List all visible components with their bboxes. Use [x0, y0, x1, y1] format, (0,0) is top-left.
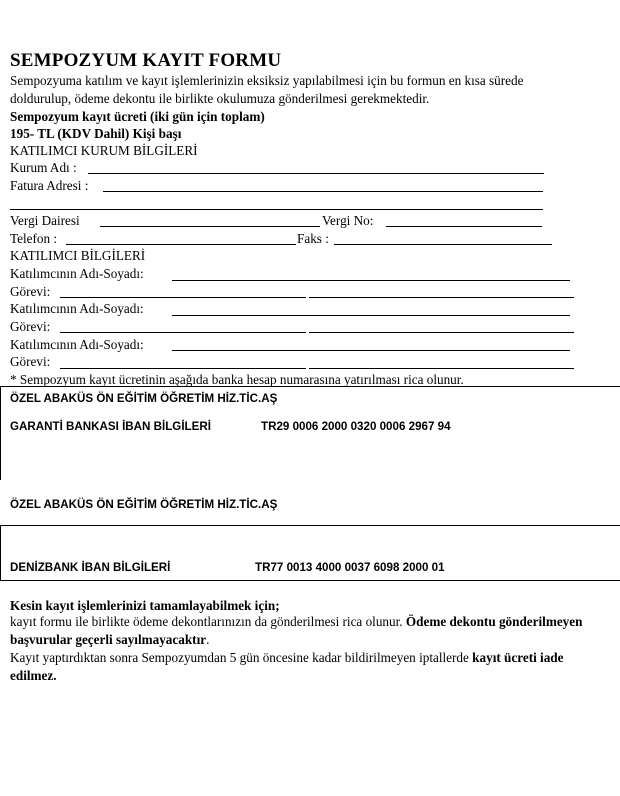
tax-no-label: Vergi No:: [322, 213, 374, 228]
footer-paragraph-1: [10, 613, 610, 649]
fee-value: 195- TL (KDV Dahil) Kişi başı: [10, 126, 182, 141]
participant-3-duty-field[interactable]: [60, 368, 306, 369]
footer-paragraph-2: [10, 649, 610, 685]
bank-note: * Sempozyum kayıt ücretinin aşağıda banka hesap numarasına yatırılması rica olunur.: [10, 372, 464, 387]
participant-1-duty-label: Görevi:: [10, 284, 51, 299]
invoice-address-field-2[interactable]: [10, 209, 543, 210]
institution-name-label: Kurum Adı :: [10, 160, 77, 175]
tax-no-field[interactable]: [386, 226, 542, 227]
invoice-address-field[interactable]: [103, 191, 543, 192]
participant-3-duty-field-2[interactable]: [309, 368, 574, 369]
bank-2-label: DENİZBANK İBAN BİLGİLERİ: [10, 561, 171, 574]
participant-1-name-label: Katılımcının Adı-Soyadı:: [10, 266, 144, 281]
form-title: SEMPOZYUM KAYIT FORMU: [10, 50, 282, 71]
footer-line1-normal: kayıt formu ile birlikte ödeme dekontlarınızın da gönderilmesi rica olunur.: [10, 614, 406, 629]
phone-field[interactable]: [66, 244, 296, 245]
fax-label: Faks :: [297, 231, 329, 246]
participant-3-name-field[interactable]: [172, 350, 570, 351]
footer-line1-bold: Ödeme dekontu gönderilmeyen başvurular geçerli sayılmayacaktır: [10, 614, 583, 647]
participant-2-name-field[interactable]: [172, 315, 570, 316]
participant-2-duty-field-2[interactable]: [309, 332, 574, 333]
footer-line1-end: .: [206, 632, 210, 647]
tax-office-field[interactable]: [100, 226, 320, 227]
bank-box-left-rule-2: [0, 525, 1, 581]
bank-1-company: ÖZEL ABAKÜS ÖN EĞİTİM ÖĞRETİM HİZ.TİC.AŞ: [10, 392, 278, 405]
participant-2-duty-field[interactable]: [60, 332, 306, 333]
bank-1-label: GARANTİ BANKASI İBAN BİLGİLERİ: [10, 420, 211, 433]
bank-box-top-rule: [0, 386, 620, 387]
bank-box-left-rule: [0, 386, 1, 480]
participant-1-duty-field[interactable]: [60, 297, 306, 298]
bank-2-iban: TR77 0013 4000 0037 6098 2000 01: [255, 561, 445, 574]
participant-2-name-label: Katılımcının Adı-Soyadı:: [10, 301, 144, 316]
footer-line2-bold: kayıt ücreti iade edilmez.: [10, 650, 564, 683]
footer-heading: Kesin kayıt işlemlerinizi tamamlayabilmek için;: [10, 598, 280, 613]
participant-1-duty-field-2[interactable]: [309, 297, 574, 298]
participant-3-duty-label: Görevi:: [10, 354, 51, 369]
phone-label: Telefon :: [10, 231, 58, 246]
invoice-address-label: Fatura Adresi :: [10, 178, 89, 193]
institution-name-field[interactable]: [88, 173, 544, 174]
fax-field[interactable]: [334, 244, 552, 245]
institution-heading: KATILIMCI KURUM BİLGİLERİ: [10, 143, 198, 158]
tax-office-label: Vergi Dairesi: [10, 213, 80, 228]
fee-label: Sempozyum kayıt ücreti (iki gün için toplam): [10, 109, 265, 124]
bank-box-middle-rule: [0, 525, 620, 526]
participant-1-name-field[interactable]: [172, 280, 570, 281]
participant-heading: KATILIMCI BİLGİLERİ: [10, 248, 146, 263]
bank-box-bottom-rule: [0, 580, 620, 581]
participant-2-duty-label: Görevi:: [10, 319, 51, 334]
intro-line-1: Sempozyuma katılım ve kayıt işlemlerinizin eksiksiz yapılabilmesi için bu formun en kısa sürede: [10, 73, 524, 88]
bank-1-iban: TR29 0006 2000 0320 0006 2967 94: [261, 420, 451, 433]
intro-line-2: doldurulup, ödeme dekontu ile birlikte okulumuza gönderilmesi gerekmektedir.: [10, 91, 430, 106]
footer-line2-normal: Kayıt yaptırdıktan sonra Sempozyumdan 5 gün öncesine kadar bildirilmeyen iptallerde: [10, 650, 473, 665]
participant-3-name-label: Katılımcının Adı-Soyadı:: [10, 337, 144, 352]
bank-2-company: ÖZEL ABAKÜS ÖN EĞİTİM ÖĞRETİM HİZ.TİC.AŞ: [10, 498, 278, 511]
